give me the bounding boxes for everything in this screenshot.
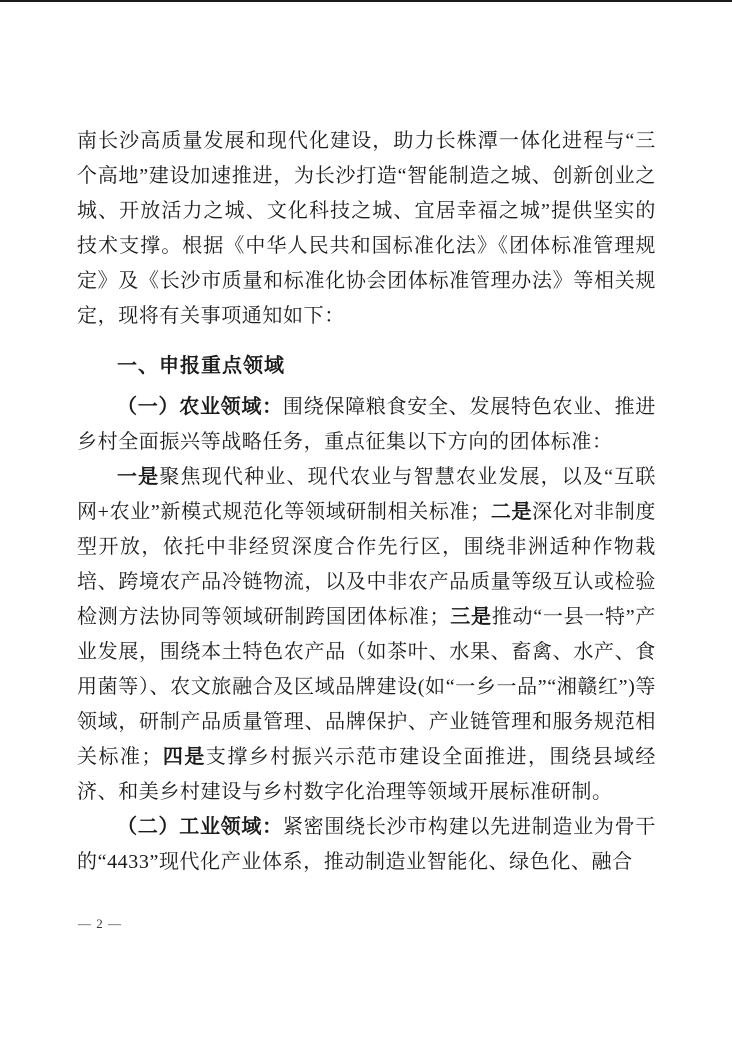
text-run: 南长沙高质量发展和现代化建设，助力长株潭一体化进程与“三个高地”建设加速推进，为长沙打造“智能制造之城、创新创业之城、开放活力之城、文化科技之城、宜居幸福之城”提供坚实的技术支撑。根据《中华人民共和国标准化法》《团体标准管理规定》及《长沙市质量和标准化协会团体标准管理办法》等相关规定，现将有关事项通知如下： <box>77 130 656 327</box>
section-heading <box>77 349 656 384</box>
page-footer <box>78 916 122 932</box>
paragraph <box>77 810 656 880</box>
text-run: 深化对非制度型开放，依托中非经贸深度合作先行区，围绕非洲适种作物栽培、跨境农产品冷链物流，以及中非农产品质量等级互认或检验检测方法协同等领域研制跨国团体标准； <box>77 501 656 628</box>
text-run: 围绕保障粮食安全、发展特色农业、推进乡村全面振兴等战略任务，重点征集以下方向的团体标准： <box>77 396 656 453</box>
text-run: 紧密围绕长沙市构建以先进制造业为骨干的“4433”现代化产业体系，推动制造业智能化、绿色化、融合 <box>77 816 656 873</box>
text-run: 推动“一县一特”产业发展，围绕本土特色农产品（如茶叶、水果、畜禽、水产、食用菌等）、农文旅融合及区域品牌建设(如“一乡一品”“湘赣红”)等领域，研制产品质量管理、品牌保护、产业链管理和服务规范相关标准； <box>77 606 656 768</box>
paragraph <box>77 390 656 460</box>
document-content <box>77 124 656 880</box>
emphasis-text-run: （二）工业领域： <box>117 816 283 838</box>
emphasis-text-run: 三是 <box>450 606 492 628</box>
emphasis-text-run: 一、申报重点领域 <box>117 355 285 377</box>
paragraph <box>77 124 656 334</box>
page-top-border <box>0 0 732 2</box>
text-run: 支撑乡村振兴示范市建设全面推进，围绕县域经济、和美乡村建设与乡村数字化治理等领域开展标准研制。 <box>77 746 656 803</box>
emphasis-text-run: 四是 <box>162 746 206 768</box>
emphasis-text-run: 二是 <box>490 501 533 523</box>
text-run: 聚焦现代种业、现代农业与智慧农业发展，以及“互联网+农业”新模式规范化等领域研制相关标准； <box>77 466 657 523</box>
emphasis-text-run: 一是 <box>117 466 160 488</box>
page-number: — 2 — <box>78 916 122 931</box>
emphasis-text-run: （一）农业领域： <box>117 396 283 418</box>
paragraph <box>77 460 656 810</box>
